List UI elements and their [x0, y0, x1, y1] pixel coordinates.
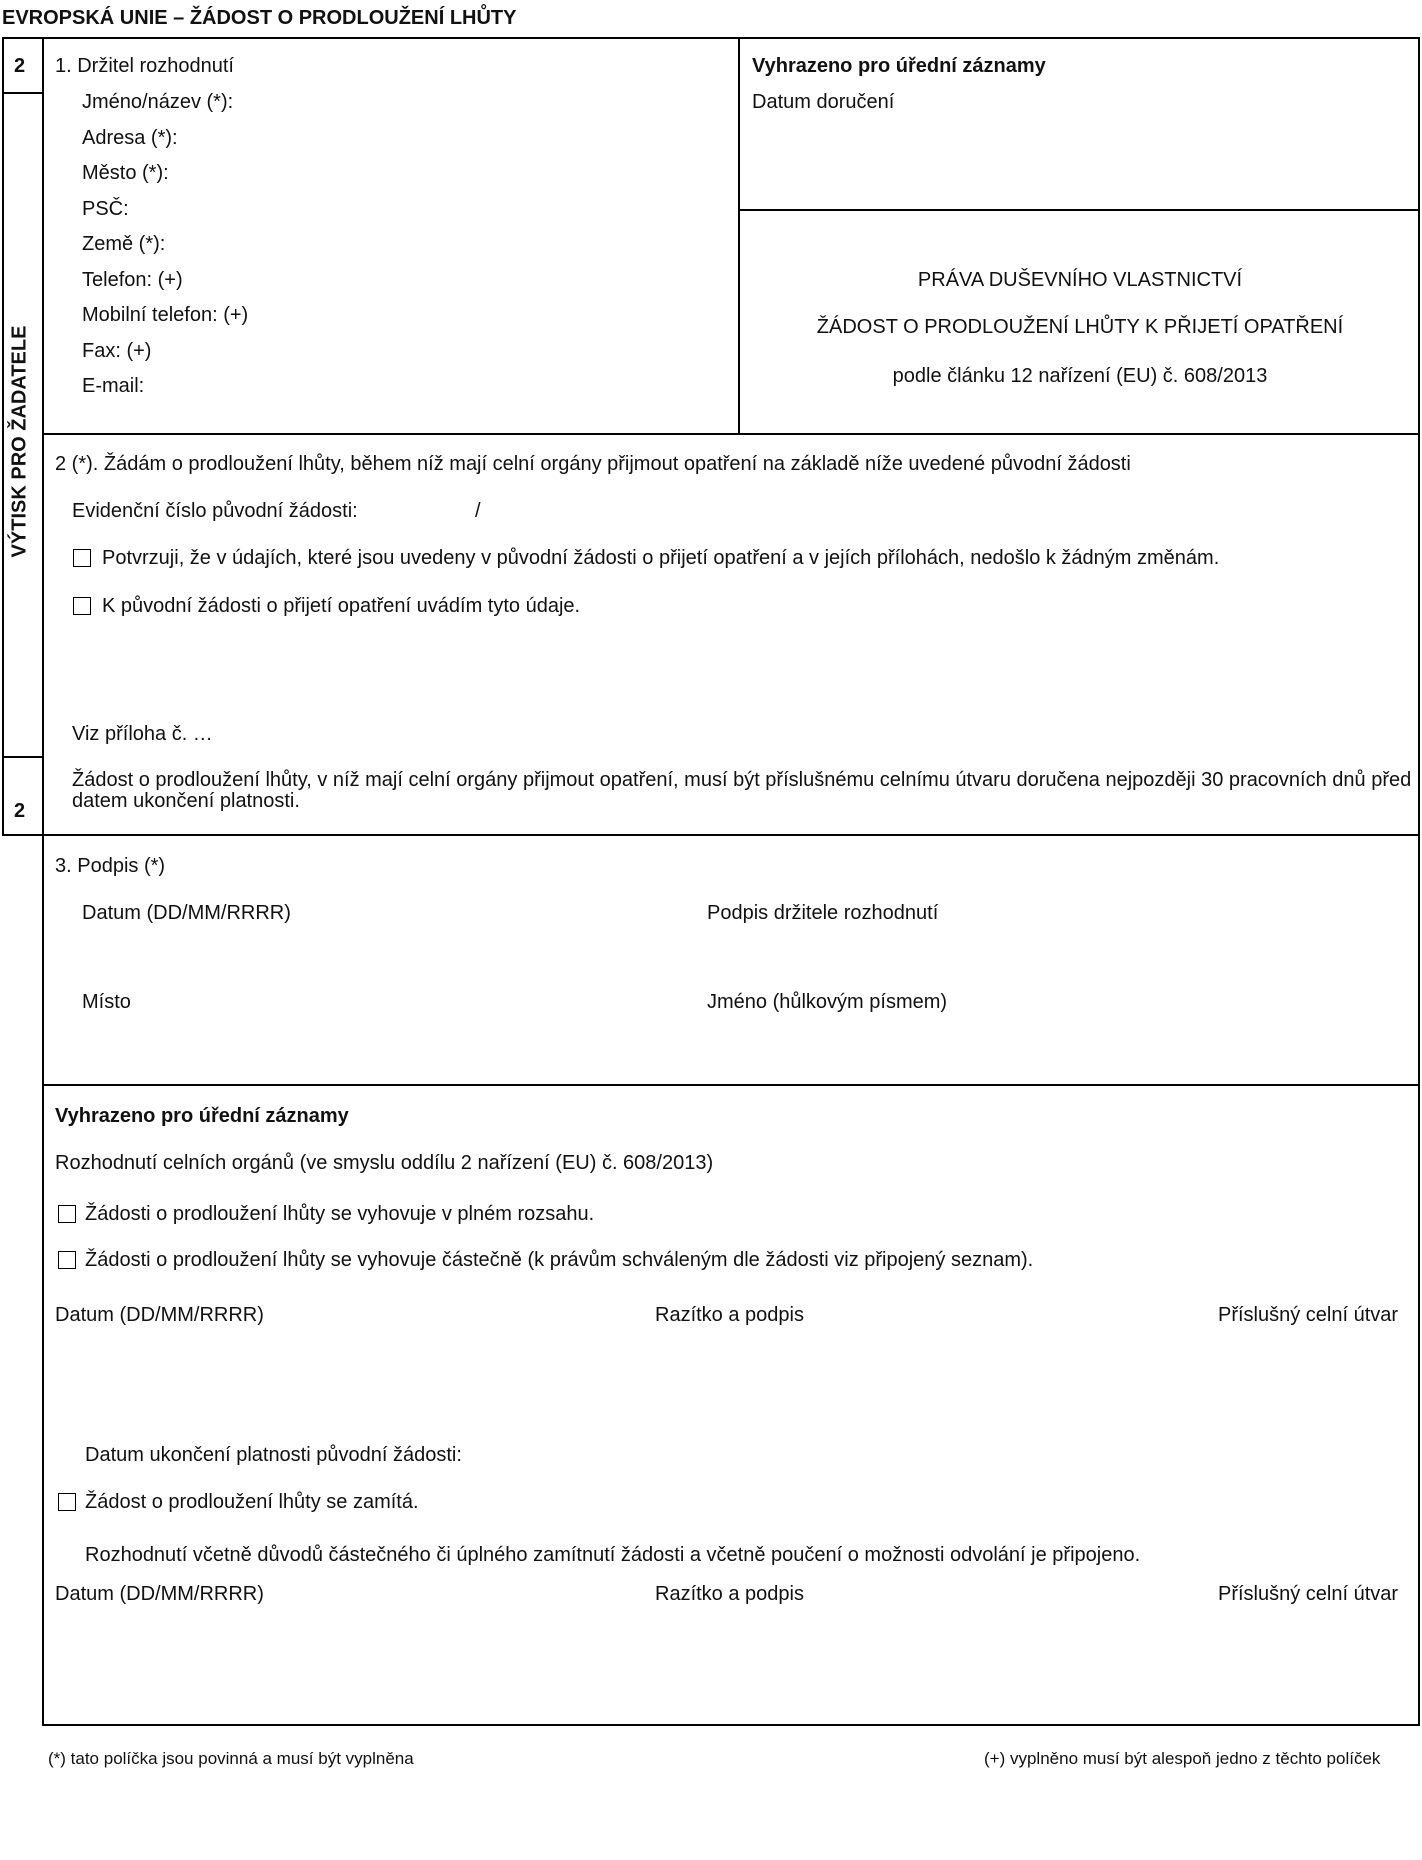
field-address[interactable]: Adresa (*):: [82, 127, 178, 149]
box3-title: 3. Podpis (*): [55, 855, 166, 877]
footnote-at-least-one: (+) vyplněno musí být alespoň jedno z těchto políček: [984, 1749, 1381, 1768]
reference-label: Evidenční číslo původní žádosti:: [72, 500, 358, 522]
signature-date-label[interactable]: Datum (DD/MM/RRRR): [82, 902, 291, 924]
rejected-checkbox[interactable]: [58, 1493, 76, 1511]
page-title: EVROPSKÁ UNIE – ŽÁDOST O PRODLOUŽENÍ LHŮTY: [2, 7, 517, 29]
rejected-label: Žádost o prodloužení lhůty se zamítá.: [85, 1491, 419, 1513]
official-bottom-top-line: [42, 1084, 1420, 1086]
customs-office-label-2: Příslušný celní útvar: [1218, 1583, 1399, 1605]
decision-date-label: Datum (DD/MM/RRRR): [55, 1304, 264, 1326]
stamp-signature-label: Razítko a podpis: [655, 1304, 804, 1326]
reference-separator[interactable]: /: [475, 500, 481, 522]
box1-title: 1. Držitel rozhodnutí: [55, 55, 234, 77]
deadline-note: Žádost o prodloužení lhůty, v níž mají celní orgány přijmout opatření, musí být příslušnému celnímu útvaru doručena nejpozději 30 pracovních dnů před datem ukončení platnosti.: [72, 769, 1412, 812]
holder-signature-label[interactable]: Podpis držitele rozhodnutí: [707, 902, 939, 924]
footnote-mandatory: (*) tato políčka jsou povinná a musí být vyplněna: [48, 1749, 414, 1768]
frame-bottom: [42, 1724, 1420, 1726]
grant-partial-label: Žádosti o prodloužení lhůty se vyhovuje částečně (k právům schváleným dle žádosti viz připojený seznam).: [85, 1249, 1034, 1271]
stamp-signature-label-2: Razítko a podpis: [655, 1583, 804, 1605]
official-bottom-heading: Vyhrazeno pro úřední záznamy: [55, 1105, 349, 1127]
reasons-note: Rozhodnutí včetně důvodů částečného či úplného zamítnutí žádosti a včetně poučení o možnosti odvolání je připojeno.: [85, 1544, 1141, 1566]
confirm-no-changes-checkbox[interactable]: [73, 549, 91, 567]
sidebar-divider: [42, 37, 44, 1726]
form-title-line2: ŽÁDOST O PRODLOUŽENÍ LHŮTY K PŘIJETÍ OPATŘENÍ: [816, 316, 1344, 338]
field-email[interactable]: E-mail:: [82, 375, 145, 397]
field-phone[interactable]: Telefon: (+): [82, 269, 183, 291]
confirm-no-changes-label: Potvrzuji, že v údajích, které jsou uvedeny v původní žádosti o přijetí opatření a v jejích přílohách, nedošlo k žádným změnám.: [102, 547, 1220, 569]
grant-partial-checkbox[interactable]: [58, 1251, 76, 1269]
form-title-line3: podle článku 12 nařízení (EU) č. 608/2013: [892, 365, 1268, 387]
copy-number-bottom: 2: [14, 800, 26, 822]
frame-top: [2, 37, 1420, 39]
received-date-label: Datum doručení: [752, 91, 895, 113]
field-mobile[interactable]: Mobilní telefon: (+): [82, 304, 249, 326]
field-name[interactable]: Jméno/název (*):: [82, 91, 234, 113]
customs-office-label: Příslušný celní útvar: [1218, 1304, 1399, 1326]
field-fax[interactable]: Fax: (+): [82, 340, 152, 362]
extension-request: 2 (*). Žádám o prodloužení lhůty, během níž mají celní orgány přijmout opatření na základě níže uvedené původní žádosti: [55, 453, 1131, 475]
copy-label-vertical: VÝTISK PRO ŽADATELE: [8, 325, 31, 558]
field-postcode[interactable]: PSČ:: [82, 198, 129, 220]
box2-top-line: [42, 433, 1420, 435]
grant-full-label: Žádosti o prodloužení lhůty se vyhovuje v plném rozsahu.: [85, 1203, 595, 1225]
form-title-line1: PRÁVA DUŠEVNÍHO VLASTNICTVÍ: [917, 269, 1243, 291]
field-country[interactable]: Země (*):: [82, 233, 166, 255]
provide-changes-checkbox[interactable]: [73, 597, 91, 615]
place-label[interactable]: Místo: [82, 991, 131, 1013]
copy-number-divider-top: [2, 92, 43, 94]
expiry-date-label: Datum ukončení platnosti původní žádosti:: [85, 1444, 462, 1466]
name-capitals-label[interactable]: Jméno (hůlkovým písmem): [707, 991, 948, 1013]
provide-changes-label: K původní žádosti o přijetí opatření uvádím tyto údaje.: [102, 595, 581, 617]
decision-date-label-2: Datum (DD/MM/RRRR): [55, 1583, 264, 1605]
annex-reference: Viz příloha č. …: [72, 723, 213, 745]
official-top-divider: [738, 209, 1420, 211]
grant-full-checkbox[interactable]: [58, 1205, 76, 1223]
frame-left: [2, 37, 4, 836]
copy-number-divider-bottom: [2, 756, 43, 758]
official-top-heading: Vyhrazeno pro úřední záznamy: [752, 55, 1046, 77]
box3-top-line: [2, 834, 1420, 836]
field-city[interactable]: Město (*):: [82, 162, 169, 184]
copy-number-top: 2: [14, 55, 26, 77]
decision-intro: Rozhodnutí celních orgánů (ve smyslu oddílu 2 nařízení (EU) č. 608/2013): [55, 1152, 714, 1174]
